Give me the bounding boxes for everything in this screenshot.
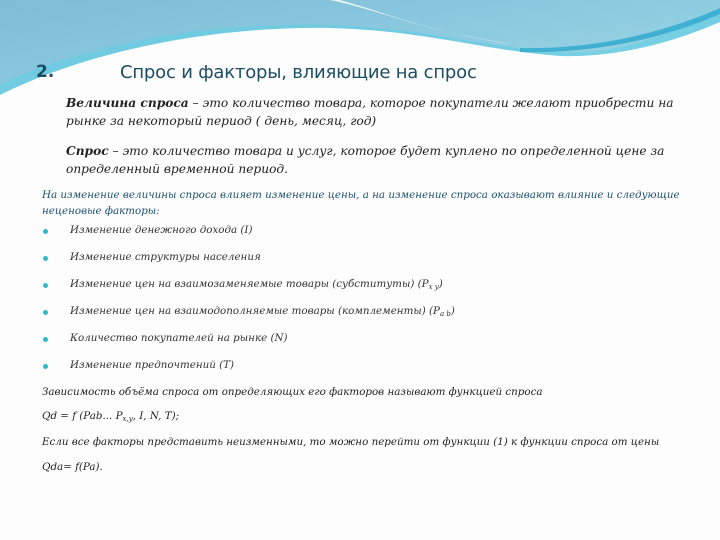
- definition-quantity-demanded: Величина спроса – это количество товара, которое покупатели желают приобрести на рынке за некоторый период ( день, месяц, год): [66, 96, 674, 128]
- slide-title: Спрос и факторы, влияющие на спрос: [120, 62, 477, 83]
- bullet-icon: [43, 229, 48, 234]
- price-demand-formula: Qda= f(Pa).: [42, 461, 103, 473]
- definition-term: Спрос: [66, 144, 109, 158]
- bullet-icon: [43, 337, 48, 342]
- bullet-icon: [43, 310, 48, 315]
- list-item: Количество покупателей на рынке (N): [42, 332, 682, 359]
- bullet-icon: [43, 364, 48, 369]
- list-item: Изменение структуры населения: [42, 251, 682, 278]
- list-item: Изменение денежного дохода (I): [42, 224, 682, 251]
- definition-term: Величина спроса: [66, 96, 189, 110]
- factors-intro: На изменение величины спроса влияет изменение цены, а на изменение спроса оказывают влияние и следующие неценовые факторы:: [42, 189, 680, 217]
- constant-factors-note: Если все факторы представить неизменными, то можно перейти от функции (1) к функции спроса от цены: [42, 436, 660, 448]
- slide-heading: [0, 62, 720, 92]
- definition-demand: Спрос – это количество товара и услуг, которое будет куплено по определенной цене за определенный временной период.: [66, 144, 665, 176]
- slide-number: 2.: [36, 62, 55, 82]
- list-item: Изменение цен на взаимодополняемые товары (комплементы) $(P_{a b})$: [42, 305, 682, 332]
- demand-function-statement: Зависимость объёма спроса от определяющих его факторов называют функцией спроса: [42, 386, 543, 398]
- demand-function-formula: Qd = f (Pab... $P_{x,y}$, I, N, T);: [42, 410, 180, 423]
- bullet-icon: [43, 256, 48, 261]
- list-item: Изменение цен на взаимозаменяемые товары (субституты) $(P_{x y})$: [42, 278, 682, 305]
- bullet-icon: [43, 283, 48, 288]
- list-item: Изменение предпочтений (T): [42, 359, 682, 386]
- factors-list: [42, 224, 682, 387]
